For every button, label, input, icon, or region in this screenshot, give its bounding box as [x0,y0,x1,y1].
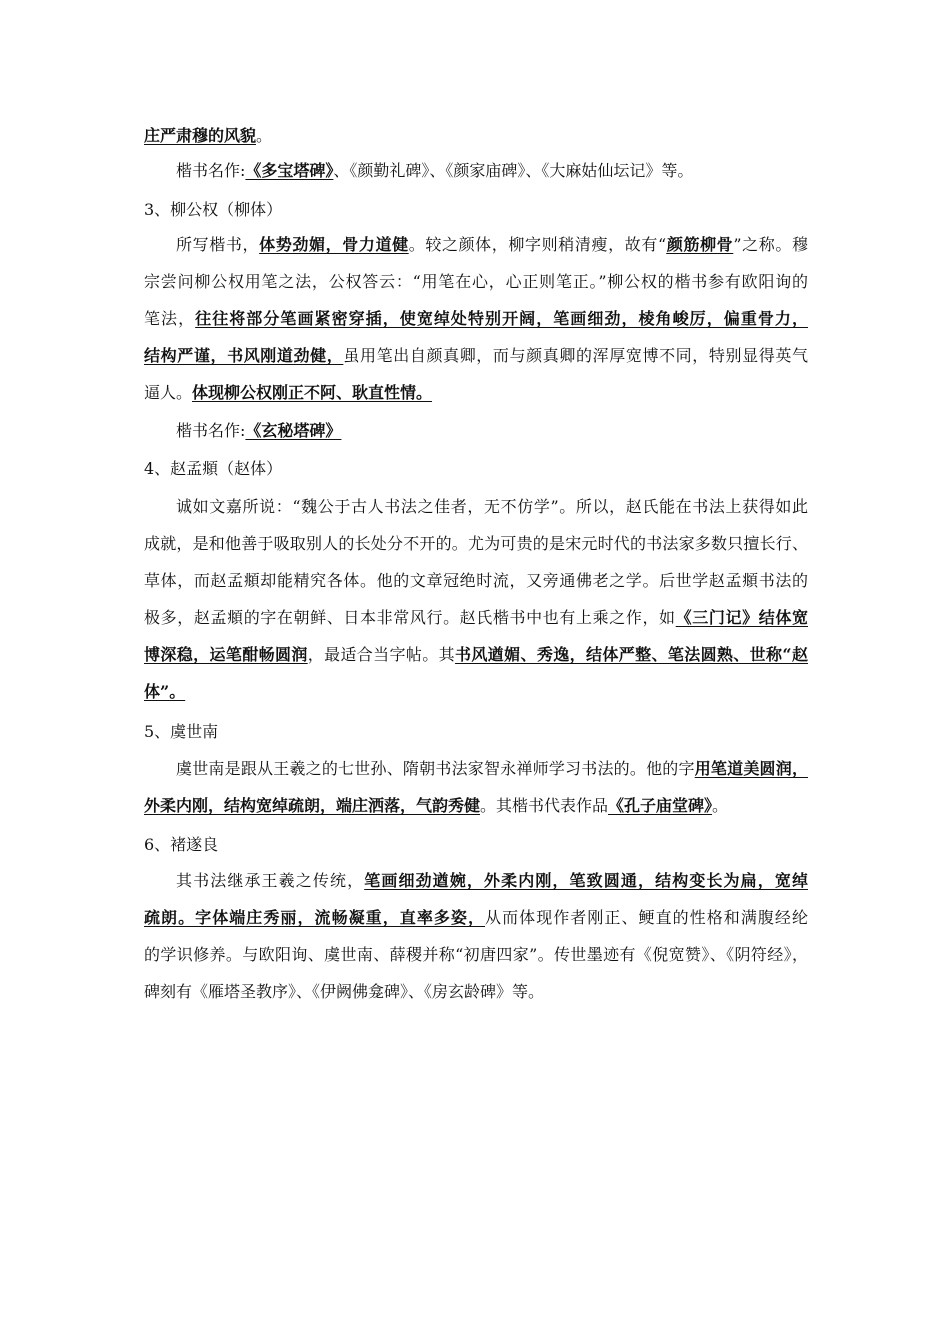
text-span: 、《颜勤礼碑》、《颜家庙碑》、《大麻姑仙坛记》等。 [333,161,694,180]
text-line [144,125,808,147]
emphasized-text: 往往将部分笔画紧密穿插，使宽绰处特别开阔，笔画细劲，棱角峻厉，偏重骨力， [195,309,808,328]
text-line [176,758,808,780]
text-span: 草体，而赵孟頫却能精究各体。他的文章冠绝时流，又旁通佛老之学。后世学赵孟頫书法的 [144,571,808,590]
text-span: 逼人。 [144,383,193,402]
text-span: 虞世南是跟从王羲之的七世孙、隋朝书法家智永禅师学习书法的。他的字 [176,759,695,778]
text-span: 宗尝问柳公权用笔之法，公权答云：“用笔在心，心正则笔正。”柳公权的楷书参有欧阳询的 [144,272,808,291]
text-line [176,160,808,182]
emphasized-text: 结构严谨，书风刚道劲健， [144,346,344,365]
text-line [144,981,808,1003]
text-line [176,234,808,256]
emphasized-text: 博深稳，运笔酣畅圆润 [144,645,308,664]
text-line [176,420,808,442]
text-span: 6、褚遂良 [144,835,219,854]
text-span: 其书法继承王羲之传统， [176,871,365,890]
section-heading-zhao-mengfu [144,458,808,480]
emphasized-text: 《三门记》结体宽 [675,608,808,627]
emphasized-text: 《玄秘塔碑》 [245,421,342,440]
emphasized-text: 《孔子庙堂碑》 [608,796,713,815]
text-line [176,870,808,892]
text-span: ，最适合当字帖。其 [307,645,456,664]
text-span: 极多，赵孟頫的字在朝鲜、日本非常风行。赵氏楷书中也有上乘之作，如 [144,608,676,627]
text-span: 。 [256,126,273,145]
text-line [144,382,808,404]
emphasized-text: 用笔道美圆润， [694,759,808,778]
section-heading-chu-suiliang [144,834,808,856]
text-line [144,907,808,929]
text-line [144,681,808,703]
text-span: 。其楷书代表作品 [480,796,609,815]
emphasized-text: 《多宝塔碑》 [245,161,334,180]
text-line [176,496,808,518]
emphasized-text: 书风遒媚、秀逸，结体严整、笔法圆熟、世称“赵 [455,645,808,664]
text-span: 碑刻有《雁塔圣教序》、《伊阙佛龛碑》、《房玄龄碑》等。 [144,982,545,1001]
text-line [144,308,808,330]
text-span: 从而体现作者刚正、鲠直的性格和满腹经纶 [485,908,808,927]
text-span: 。 [712,796,729,815]
text-span: 。较之颜体，柳字则稍清瘦，故有“ [408,235,667,254]
emphasized-text: 庄严肃穆的风貌 [144,126,257,145]
text-span: 5、虞世南 [144,722,219,741]
text-line [144,944,808,966]
emphasized-text: 疏朗。字体端庄秀丽，流畅凝重，直率多姿， [144,908,486,927]
text-line [144,533,808,555]
text-span: 虽用笔出自颜真卿，而与颜真卿的浑厚宽博不同，特别显得英气 [343,346,808,365]
emphasized-text: 笔画细劲遒婉，外柔内刚，笔致圆通，结构变长为扁，宽绰 [364,871,808,890]
emphasized-text: 颜筋柳骨 [666,235,734,254]
text-span: 诚如文嘉所说：“魏公于古人书法之佳者，无不仿学”。所以，赵氏能在书法上获得如此 [176,497,808,516]
emphasized-text: 体势劲媚，骨力道健 [259,235,409,254]
text-line [144,644,808,666]
text-span: 所写楷书， [176,235,260,254]
text-span: 成就，是和他善于吸取别人的长处分不开的。尤为可贵的是宋元时代的书法家多数只擅长行、 [144,534,808,553]
section-heading-liu-gongquan [144,199,808,221]
text-span: 楷书名作: [176,161,246,180]
emphasized-text: 体”。 [144,682,186,701]
text-line [144,607,808,629]
text-span: 3、柳公权（柳体） [144,200,283,219]
text-span: 笔法， [144,309,196,328]
text-span: ”之称。穆 [733,235,808,254]
text-span: 4、赵孟頫（赵体） [144,459,283,478]
emphasized-text: 体现柳公权刚正不阿、耿直性情。 [192,383,433,402]
text-line [144,570,808,592]
text-line [144,795,808,817]
text-line [144,271,808,293]
emphasized-text: 外柔内刚，结构宽绰疏朗，端庄洒落，气韵秀健 [144,796,481,815]
text-line [144,345,808,367]
text-span: 的学识修养。与欧阳询、虞世南、薛稷并称“初唐四家”。传世墨迹有《倪宽赞》、《阴符经》， [144,945,808,964]
text-span: 楷书名作: [176,421,246,440]
section-heading-yu-shinan [144,721,808,743]
